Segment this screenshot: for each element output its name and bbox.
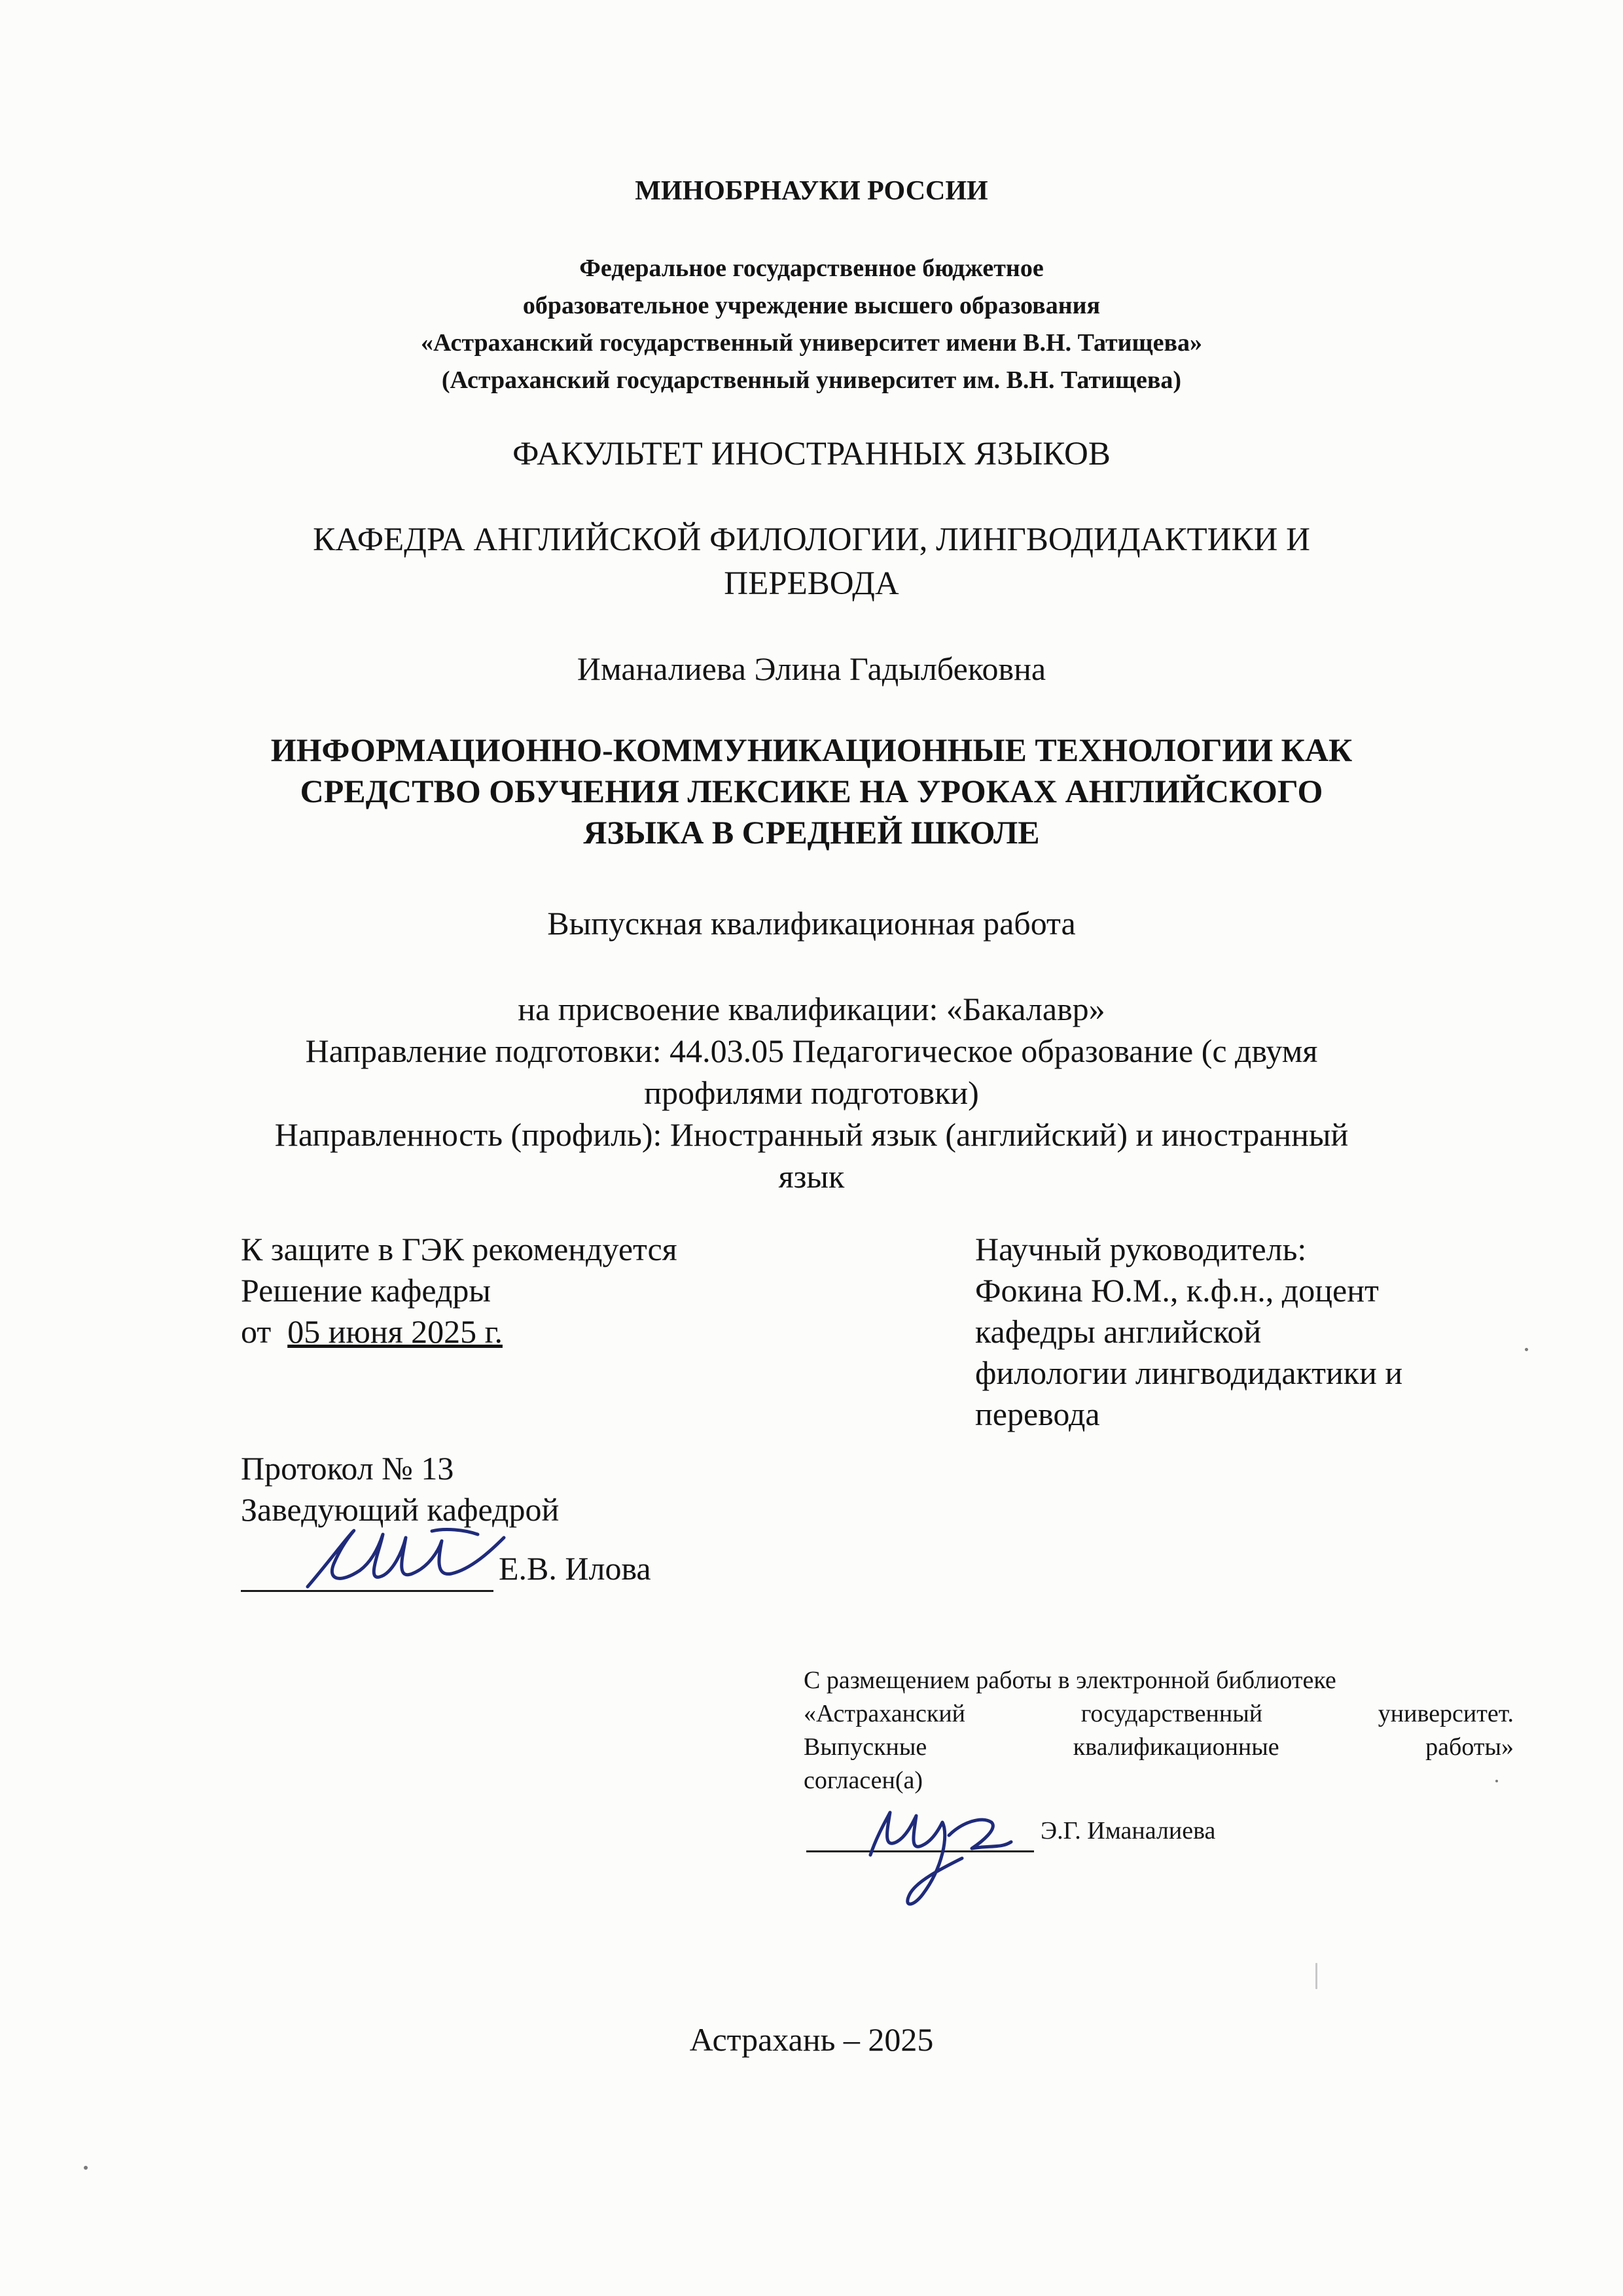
ministry-heading: МИНОБРНАУКИ РОССИИ xyxy=(635,176,988,206)
city-year: Астрахань – 2025 xyxy=(689,2021,934,2058)
consent-word: квалификационные xyxy=(1073,1733,1279,1761)
department-heading xyxy=(0,518,1623,606)
qualification-line: Направление подготовки: 44.03.05 Педагогическое образование (с двумя xyxy=(305,1033,1318,1069)
consent-word: работы» xyxy=(1425,1733,1514,1761)
qualification-line: Направленность (профиль): Иностранный язык (английский) и иностранный xyxy=(274,1116,1349,1153)
title-line: СРЕДСТВО ОБУЧЕНИЯ ЛЕКСИКЕ НА УРОКАХ АНГЛИЙСКОГО xyxy=(300,773,1323,809)
supervisor-line: кафедры английской xyxy=(975,1313,1262,1350)
supervisor-label: Научный руководитель: xyxy=(975,1231,1307,1267)
library-consent xyxy=(804,1664,1514,1797)
scan-speck xyxy=(84,2166,88,2170)
department-line: КАФЕДРА АНГЛИЙСКОЙ ФИЛОЛОГИИ, ЛИНГВОДИДАКТИКИ И xyxy=(313,521,1310,558)
date-prefix: от xyxy=(241,1313,272,1350)
university-block xyxy=(0,250,1623,399)
consent-line xyxy=(804,1664,1514,1697)
decision-date: 05 июня 2025 г. xyxy=(287,1313,503,1350)
recommended-text: К защите в ГЭК рекомендуется xyxy=(241,1231,677,1267)
consent-line xyxy=(804,1764,1514,1797)
title-line: ЯЗЫКА В СРЕДНЕЙ ШКОЛЕ xyxy=(583,814,1040,851)
university-line: Федеральное государственное бюджетное xyxy=(579,255,1044,282)
university-line: (Астраханский государственный университет им. В.Н. Татищева) xyxy=(441,366,1182,394)
qualification-line: язык xyxy=(778,1158,845,1195)
scan-mark xyxy=(1315,1963,1317,1989)
qualification-block xyxy=(0,988,1623,1197)
consent-word: государственный xyxy=(1080,1700,1263,1727)
consent-text: согласен(а) xyxy=(804,1767,923,1794)
university-line: «Астраханский государственный университет имени В.Н. Татищева» xyxy=(420,329,1203,357)
author-name: Иманалиева Элина Гадылбековна xyxy=(577,650,1046,687)
consent-word: «Астраханский xyxy=(804,1700,965,1727)
consent-line xyxy=(804,1697,1514,1731)
qualification-line: профилями подготовки) xyxy=(644,1074,979,1111)
consent-word: университет. xyxy=(1378,1700,1514,1727)
supervisor-block xyxy=(975,1229,1402,1435)
university-line: образовательное учреждение высшего образования xyxy=(522,292,1101,319)
scan-speck xyxy=(1495,1780,1498,1782)
thesis-title xyxy=(0,730,1623,853)
supervisor-line: Фокина Ю.М., к.ф.н., доцент xyxy=(975,1272,1379,1309)
qualification-line: на присвоение квалификации: «Бакалавр» xyxy=(518,991,1105,1027)
head-name: Е.В. Илова xyxy=(499,1550,651,1587)
student-name: Э.Г. Иманалиева xyxy=(1041,1817,1216,1845)
protocol-number: Протокол № 13 xyxy=(241,1450,454,1487)
head-of-department-label: Заведующий кафедрой xyxy=(241,1491,560,1528)
decision-date-line xyxy=(241,1311,677,1352)
title-line: ИНФОРМАЦИОННО-КОММУНИКАЦИОННЫЕ ТЕХНОЛОГИИ КАК xyxy=(270,732,1353,768)
work-type: Выпускная квалификационная работа xyxy=(547,905,1076,942)
defense-recommendation xyxy=(241,1229,677,1352)
decision-text: Решение кафедры xyxy=(241,1272,491,1309)
faculty-heading: ФАКУЛЬТЕТ ИНОСТРАННЫХ ЯЗЫКОВ xyxy=(512,436,1111,472)
scan-speck xyxy=(1525,1348,1528,1351)
consent-line xyxy=(804,1731,1514,1764)
head-signature xyxy=(281,1511,517,1597)
department-line: ПЕРЕВОДА xyxy=(724,565,899,602)
consent-word: Выпускные xyxy=(804,1733,927,1761)
student-signature xyxy=(851,1796,1021,1917)
supervisor-line: перевода xyxy=(975,1396,1100,1432)
consent-text: С размещением работы в электронной библиотеке xyxy=(804,1667,1336,1694)
supervisor-line: филологии лингводидактики и xyxy=(975,1354,1403,1391)
